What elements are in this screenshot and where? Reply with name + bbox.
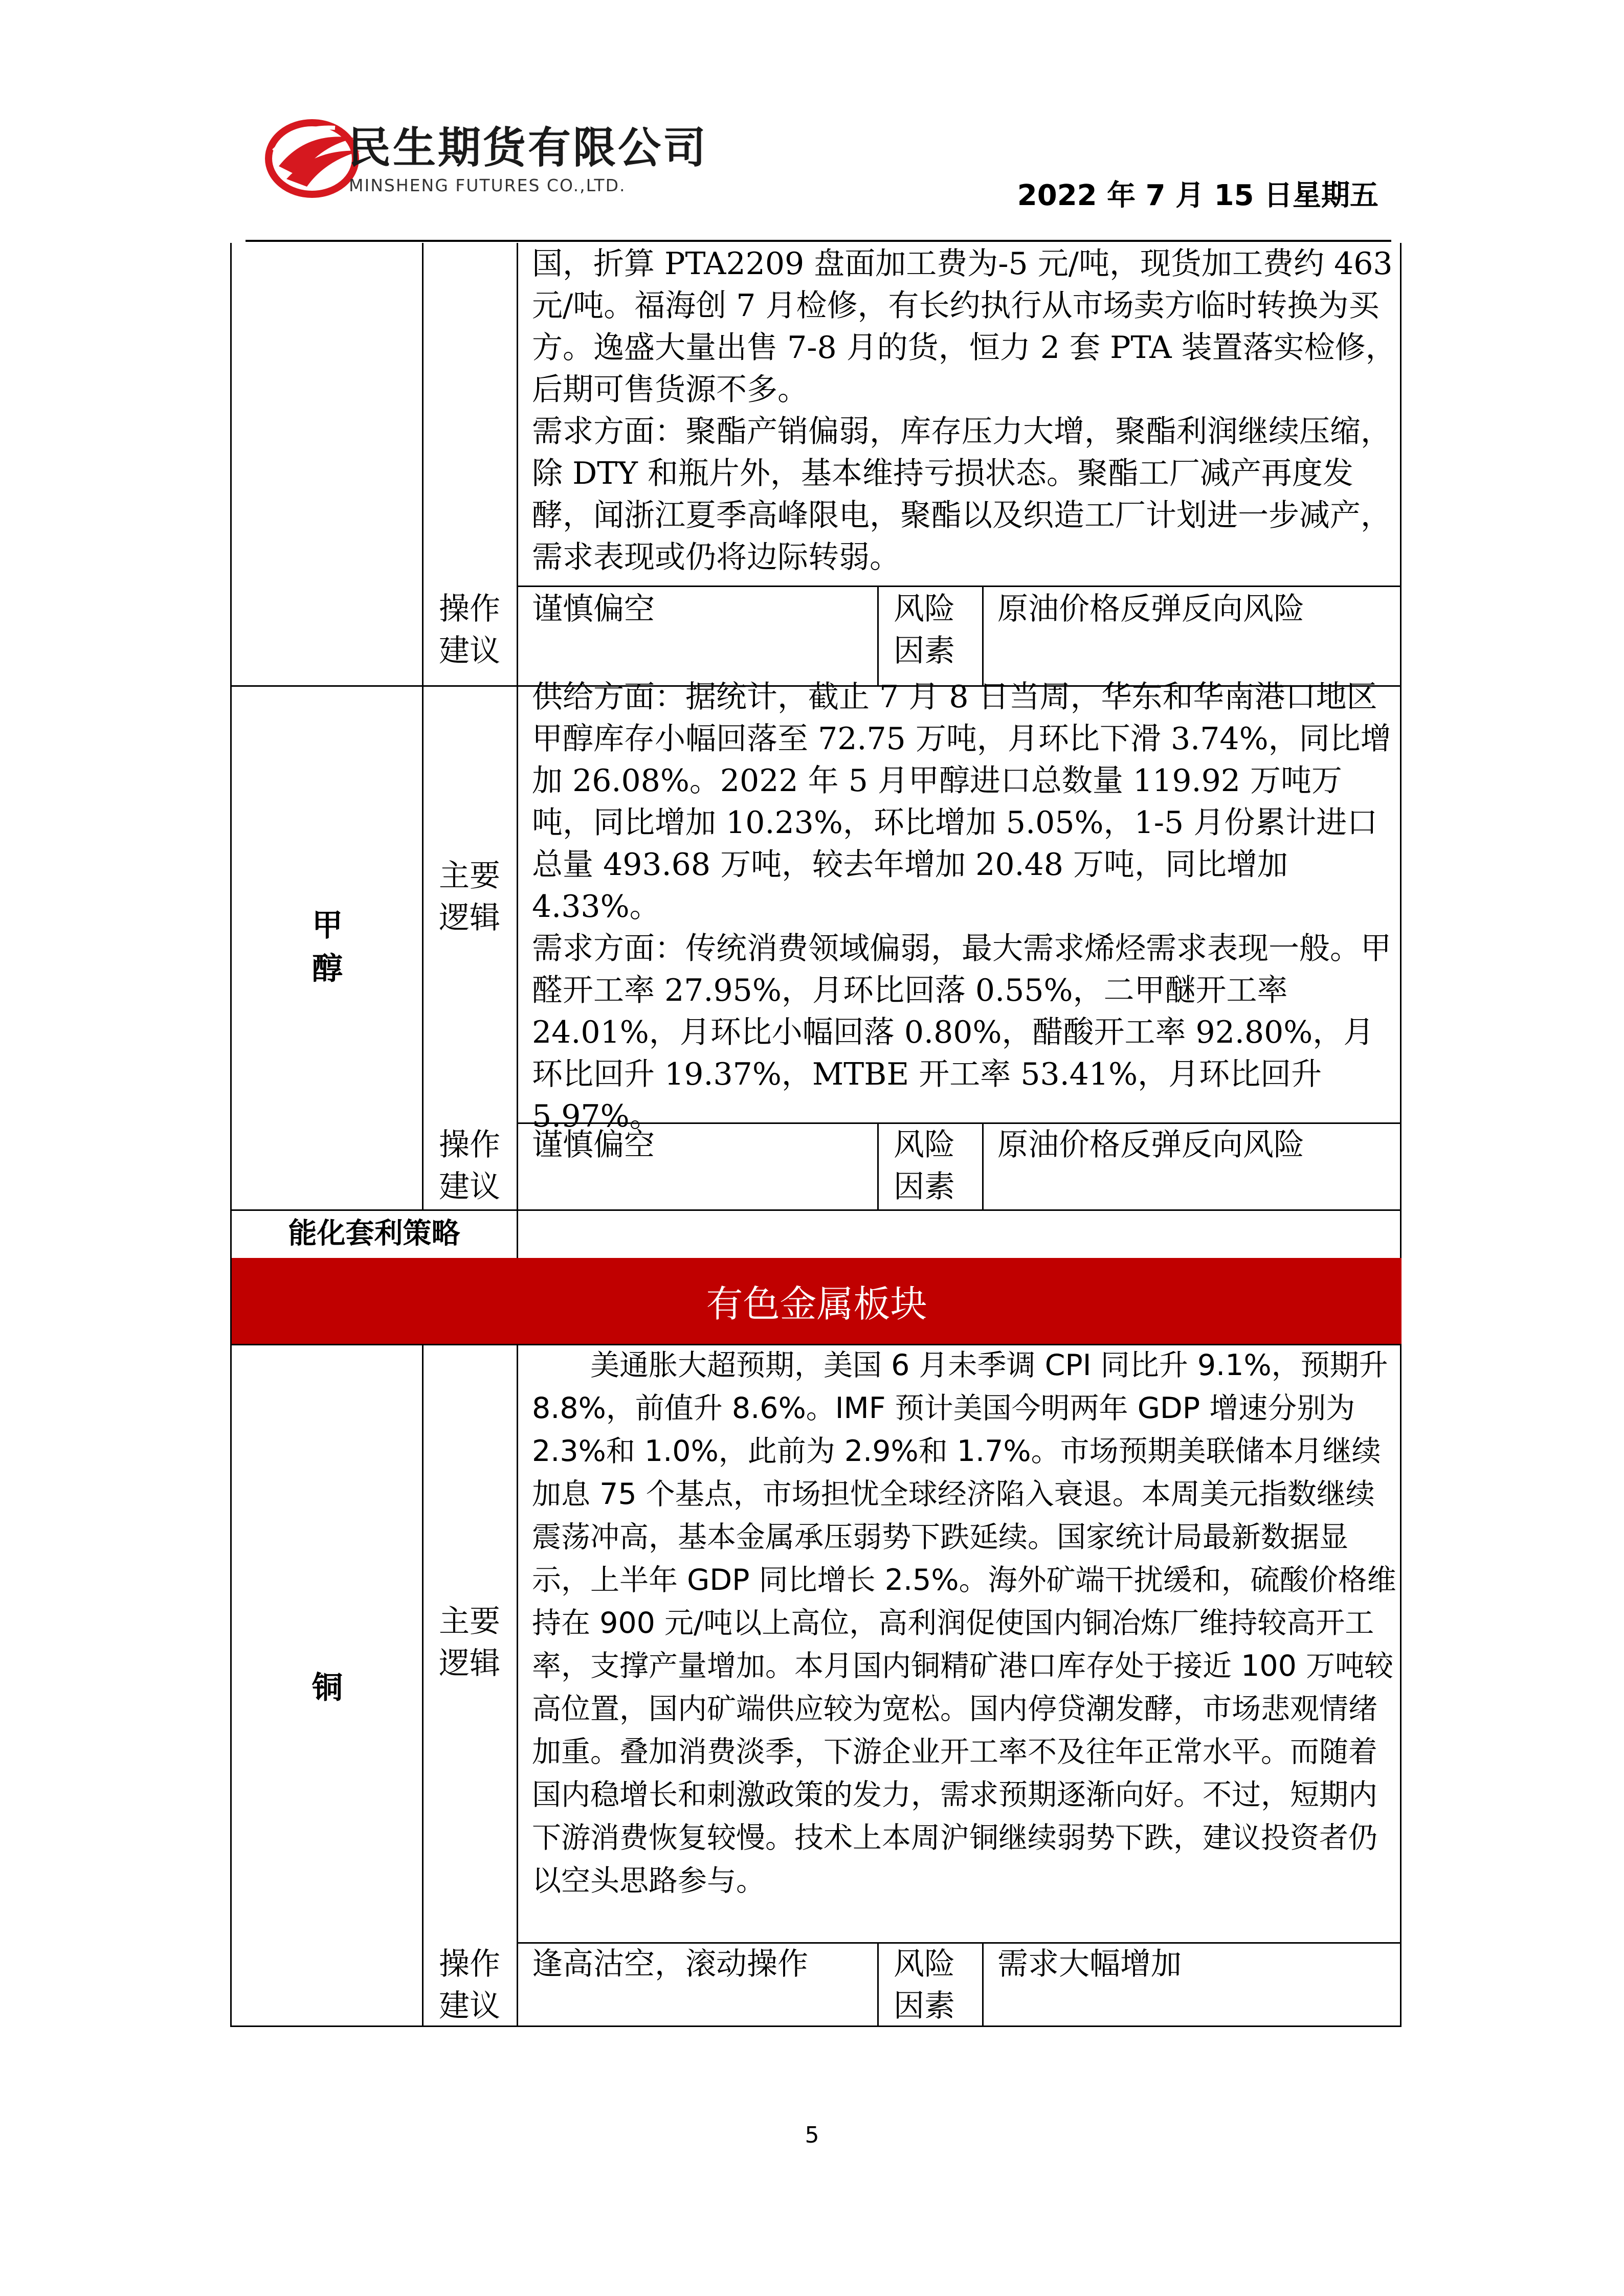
table-border-left: [230, 243, 232, 2027]
company-name-en: MINSHENG FUTURES CO.,LTD.: [349, 175, 626, 195]
methanol-op-label: 操作 建议: [439, 1127, 500, 1205]
pta-risk-label: 风险 因素: [894, 591, 955, 669]
pta-op-label: 操作 建议: [439, 591, 500, 669]
report-date: 2022 年 7 月 15 日星期五: [1017, 179, 1378, 212]
methanol-risk-value: 原油价格反弹反向风险: [997, 1127, 1304, 1163]
methanol-risk-label: 风险 因素: [894, 1127, 955, 1205]
methanol-name: 甲 醇: [312, 908, 343, 987]
methanol-logic-label: 主要 逻辑: [439, 858, 500, 936]
pta-logic-paragraph: 国，折算 PTA2209 盘面加工费为-5 元/吨，现货加工费约 463 元/吨。福海创 7 月检修，有长约执行从市场卖方临时转换为买方。逸盛大量出售 7-8 月的货，恒力 2 套 PTA 装置落实检修，后期可售货源不多。: [532, 246, 1396, 408]
methanol-logic-paragraph: 供给方面：据统计，截止 7 月 8 日当周，华东和华南港口地区甲醇库存小幅回落至 72.75 万吨，月环比下滑 3.74%，同比增加 26.08%。2022 年 5 月甲醇进口总数量 119.92 万吨万吨，同比增加 10.23%，环比增加 5.05%，1-5 月份累计进口总量 493.68 万吨，较去年增加 20.48 万吨，同比增加 4.33%。: [532, 679, 1391, 925]
section-banner-nonferrous: 有色金属板块: [232, 1258, 1401, 1344]
pta-logic-text: [532, 243, 1396, 578]
copper-op-label: 操作 建议: [439, 1946, 500, 2024]
header-divider: [246, 240, 1391, 242]
methanol-logic-text: [532, 676, 1396, 1137]
copper-risk-label: 风险 因素: [894, 1946, 955, 2024]
pta-logic-paragraph: 需求方面：聚酯产销偏弱，库存压力大增，聚酯利润继续压缩，除 DTY 和瓶片外，基本维持亏损状态。聚酯工厂减产再度发酵，闻浙江夏季高峰限电，聚酯以及织造工厂计划进一步减产，需求表现或仍将边际转弱。: [532, 414, 1391, 575]
copper-name: 铜: [312, 1670, 343, 1706]
pta-op-value: 谨慎偏空: [532, 591, 655, 627]
pta-risk-value: 原油价格反弹反向风险: [997, 591, 1304, 627]
copper-logic-text: 美通胀大超预期，美国 6 月未季调 CPI 同比升 9.1%，预期升 8.8%，前值升 8.6%。IMF 预计美国今明两年 GDP 增速分别为 2.3%和 1.0%，此前为 2.9%和 1.7%。市场预期美联储本月继续加息 75 个基点，市场担忧全球经济陷入衰退。本周美元指数继续震荡冲高，基本金属承压弱势下跌延续。国家统计局最新数据显示，上半年 GDP 同比增长 2.5%。海外矿端干扰缓和，硫酸价格维持在 900 元/吨以上高位，高利润促使国内铜冶炼厂维持较高开工率，支撑产量增加。本月国内铜精矿港口库存处于接近 100 万吨较高位置，国内矿端供应较为宽松。国内停贷潮发酵，市场悲观情绪加重。叠加消费淡季，下游企业开工率不及往年正常水平。而随着国内稳增长和刺激政策的发力，需求预期逐渐向好。不过，短期内下游消费恢复较慢。技术上本周沪铜继续弱势下跌，建议投资者仍以空头思路参与。: [532, 1348, 1396, 1898]
arbitrage-label: 能化套利策略: [288, 1217, 460, 1250]
copper-op-value: 逢高沽空，滚动操作: [532, 1946, 808, 1982]
methanol-op-value: 谨慎偏空: [532, 1127, 655, 1163]
page-number: 5: [805, 2122, 819, 2148]
table-border-right: [1400, 243, 1401, 2027]
company-name-cn: 民生期货有限公司: [348, 123, 708, 173]
methanol-logic-paragraph: 需求方面：传统消费领域偏弱，最大需求烯烃需求表现一般。甲醛开工率 27.95%，月环比回落 0.55%，二甲醚开工率 24.01%，月环比小幅回落 0.80%，醋酸开工率 92.80%，月环比回升 19.37%，MTBE 开工率 53.41%，月环比回升 5.97%。: [532, 931, 1391, 1134]
copper-logic-label: 主要 逻辑: [439, 1604, 500, 1681]
copper-risk-value: 需求大幅增加: [997, 1946, 1182, 1982]
